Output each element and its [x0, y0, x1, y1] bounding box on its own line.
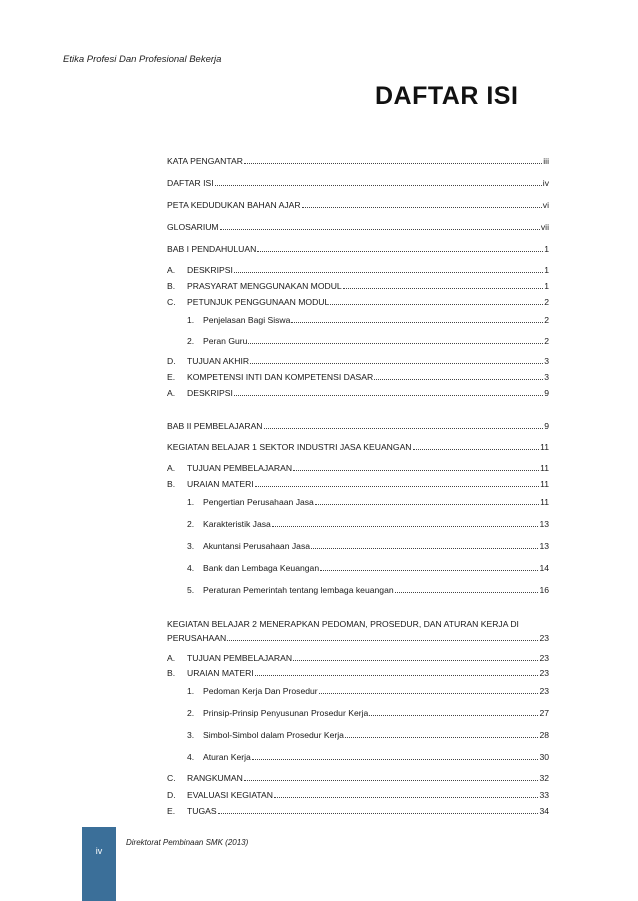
toc-entry[interactable]: 1. Penjelasan Bagi Siswa 2 — [187, 315, 549, 325]
toc-entry[interactable]: 3. Akuntansi Perusahaan Jasa 13 — [187, 541, 549, 551]
toc-page-number: 16 — [539, 585, 549, 595]
toc-entry[interactable]: D. EVALUASI KEGIATAN 33 — [167, 790, 549, 800]
toc-marker: 1. — [187, 497, 195, 507]
toc-entry[interactable]: C. RANGKUMAN 32 — [167, 773, 549, 783]
toc-marker: E. — [167, 806, 176, 816]
toc-page-number: 13 — [539, 519, 549, 529]
toc-entry[interactable]: PETA KEDUDUKAN BAHAN AJAR vi — [167, 200, 549, 210]
toc-page-number: 28 — [539, 730, 549, 740]
toc-entry[interactable]: B. URAIAN MATERI 23 — [167, 668, 549, 678]
footer-publisher: Direktorat Pembinaan SMK (2013) — [126, 838, 249, 847]
toc-entry[interactable]: 1. Pedoman Kerja Dan Prosedur 23 — [187, 686, 549, 696]
toc-entry[interactable]: A. DESKRIPSI 9 — [167, 388, 549, 398]
toc-entry[interactable]: GLOSARIUM vii — [167, 222, 549, 232]
toc-marker: 2. — [187, 708, 195, 718]
toc-page-number: vi — [542, 200, 549, 210]
toc-page-number: 9 — [544, 388, 549, 398]
toc-entry[interactable]: 4. Bank dan Lembaga Keuangan 14 — [187, 563, 549, 573]
toc-page-number: 27 — [539, 708, 549, 718]
toc-page-number: 33 — [539, 790, 549, 800]
toc-entry[interactable]: A. TUJUAN PEMBELAJARAN 11 — [167, 463, 549, 473]
toc-marker: A. — [167, 653, 176, 663]
toc-entry[interactable]: A. DESKRIPSI 1 — [167, 265, 549, 275]
toc-marker: 1. — [187, 315, 195, 325]
toc-marker: 1. — [187, 686, 195, 696]
toc-entry[interactable]: B. PRASYARAT MENGGUNAKAN MODUL 1 — [167, 281, 549, 291]
toc-page-number: iii — [543, 156, 549, 166]
toc-page-number: 23 — [539, 653, 549, 663]
toc-page-number: 32 — [539, 773, 549, 783]
toc-marker: B. — [167, 281, 176, 291]
toc-page-number: 11 — [540, 463, 549, 473]
footer-page-number: iv — [95, 846, 103, 856]
toc-page-number: 1 — [544, 281, 549, 291]
toc-marker: D. — [167, 790, 176, 800]
toc-entry[interactable]: KATA PENGANTAR iii — [167, 156, 549, 166]
toc-page-number: iv — [542, 178, 549, 188]
toc-page-number: 30 — [539, 752, 549, 762]
toc-entry[interactable]: C. PETUNJUK PENGGUNAAN MODUL 2 — [167, 297, 549, 307]
toc-page-number: 1 — [544, 244, 549, 254]
toc-entry[interactable]: 2. Prinsip-Prinsip Penyusunan Prosedur Kerja 27 — [187, 708, 549, 718]
toc-entry[interactable]: KEGIATAN BELAJAR 1 SEKTOR INDUSTRI JASA KEUANGAN 11 — [167, 442, 549, 452]
toc-marker: 4. — [187, 752, 195, 762]
toc-entry[interactable]: 2. Peran Guru 2 — [187, 336, 549, 346]
toc-marker: B. — [167, 668, 176, 678]
toc-page-number: 1 — [544, 265, 549, 275]
toc-marker: A. — [167, 388, 176, 398]
toc-entry[interactable]: 5. Peraturan Pemerintah tentang lembaga keuangan 16 — [187, 585, 549, 595]
toc-page-number: 2 — [544, 297, 549, 307]
toc-entry[interactable]: BAB II PEMBELAJARAN 9 — [167, 421, 549, 431]
running-header: Etika Profesi Dan Profesional Bekerja — [63, 54, 222, 65]
toc-page-number: 11 — [540, 479, 549, 489]
toc-page-number: 13 — [539, 541, 549, 551]
toc-marker: C. — [167, 773, 176, 783]
toc-page-number: 23 — [539, 668, 549, 678]
toc-marker: A. — [167, 265, 176, 275]
toc-entry[interactable]: PERUSAHAAN 23 — [167, 633, 549, 643]
toc-marker: 4. — [187, 563, 195, 573]
toc-entry[interactable]: BAB I PENDAHULUAN 1 — [167, 244, 549, 254]
toc-entry[interactable]: B. URAIAN MATERI 11 — [167, 479, 549, 489]
toc-entry[interactable]: A. TUJUAN PEMBELAJARAN 23 — [167, 653, 549, 663]
toc-marker: A. — [167, 463, 176, 473]
toc-page-number: 3 — [544, 372, 549, 382]
toc-entry[interactable]: E. KOMPETENSI INTI DAN KOMPETENSI DASAR 3 — [167, 372, 549, 382]
toc-marker: 2. — [187, 336, 195, 346]
toc-page-number: 34 — [539, 806, 549, 816]
toc-marker: 5. — [187, 585, 195, 595]
toc-entry[interactable]: DAFTAR ISI iv — [167, 178, 549, 188]
toc-entry[interactable]: 1. Pengertian Perusahaan Jasa 11 — [187, 497, 549, 507]
toc-page-number: 14 — [539, 563, 549, 573]
toc-marker: E. — [167, 372, 176, 382]
toc-entry[interactable]: 2. Karakteristik Jasa 13 — [187, 519, 549, 529]
toc-marker: D. — [167, 356, 176, 366]
toc-page-number: 3 — [544, 356, 549, 366]
toc-entry[interactable]: E. TUGAS 34 — [167, 806, 549, 816]
footer-page-tab — [82, 827, 116, 901]
page-title: DAFTAR ISI — [375, 82, 519, 110]
toc-page-number: 11 — [540, 442, 549, 452]
toc-page-number: 23 — [539, 633, 549, 643]
toc-marker: C. — [167, 297, 176, 307]
toc-marker: 3. — [187, 730, 195, 740]
toc-page-number: 2 — [544, 315, 549, 325]
toc-marker: B. — [167, 479, 176, 489]
toc-page-number: 9 — [544, 421, 549, 431]
toc-page-number: vii — [540, 222, 549, 232]
toc-entry[interactable]: 3. Simbol-Simbol dalam Prosedur Kerja 28 — [187, 730, 549, 740]
toc-page-number: 11 — [540, 497, 549, 507]
toc-entry[interactable]: 4. Aturan Kerja 30 — [187, 752, 549, 762]
toc-entry[interactable]: D. TUJUAN AKHIR 3 — [167, 356, 549, 366]
toc-marker: 2. — [187, 519, 195, 529]
toc-entry-title-line: KEGIATAN BELAJAR 2 MENERAPKAN PEDOMAN, PROSEDUR, DAN ATURAN KERJA DI — [167, 619, 519, 629]
toc-marker: 3. — [187, 541, 195, 551]
toc-page-number: 2 — [544, 336, 549, 346]
toc-page-number: 23 — [539, 686, 549, 696]
